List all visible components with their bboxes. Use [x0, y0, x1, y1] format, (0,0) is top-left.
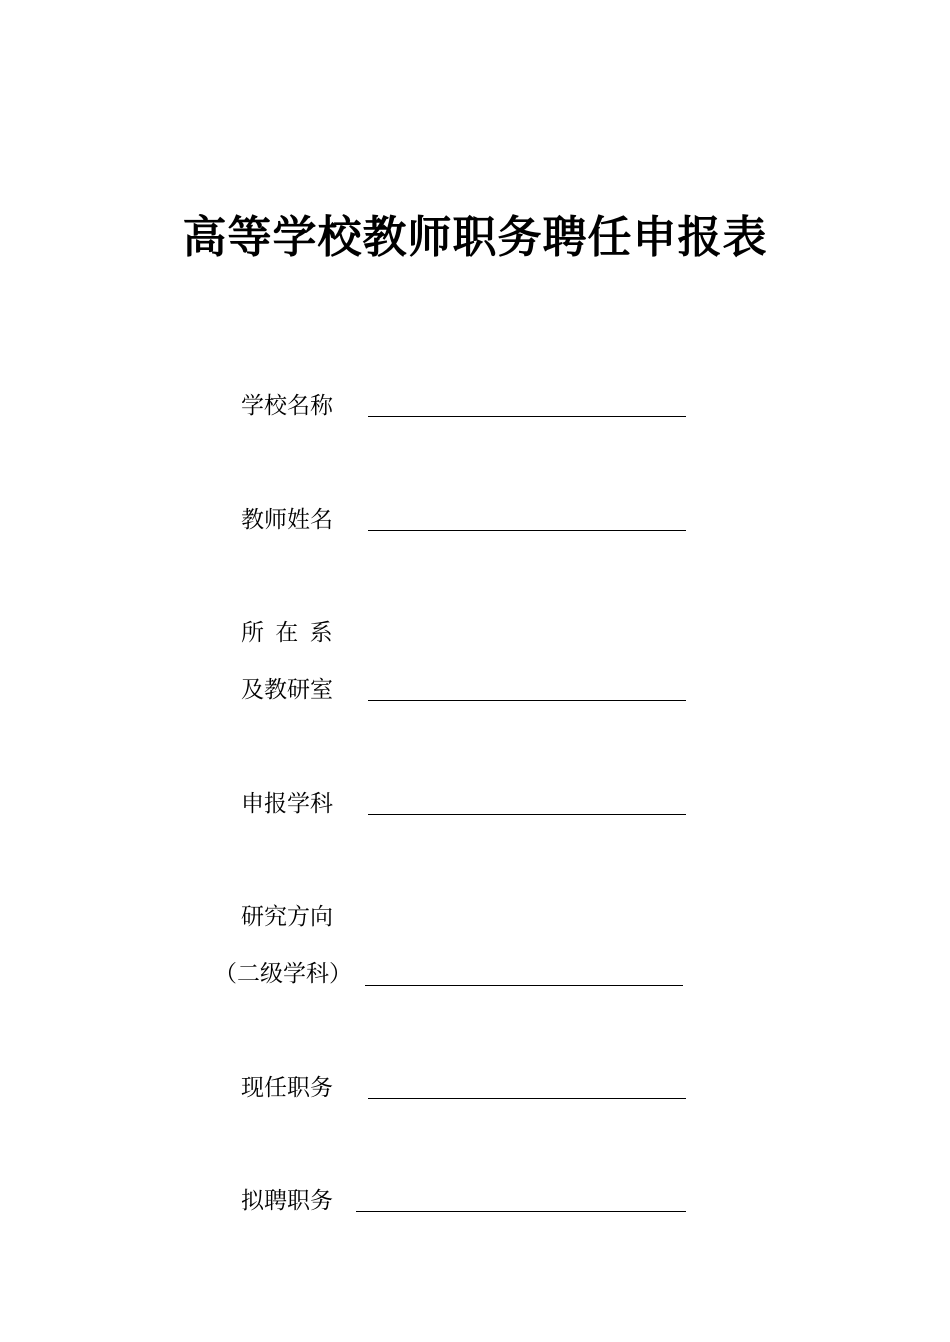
teacher-name-field[interactable] [368, 530, 686, 531]
research-direction-label-line2: （二级学科） [214, 961, 352, 987]
teacher-name-label: 教师姓名 [241, 507, 333, 533]
proposed-position-field[interactable] [356, 1211, 686, 1212]
school-name-label: 学校名称 [241, 393, 333, 419]
current-position-label: 现任职务 [241, 1075, 333, 1101]
subject-label: 申报学科 [241, 791, 333, 817]
proposed-position-label: 拟聘职务 [241, 1188, 333, 1214]
page-title: 高等学校教师职务聘任申报表 [182, 212, 768, 263]
department-field[interactable] [368, 700, 686, 701]
subject-field[interactable] [368, 814, 686, 815]
current-position-field[interactable] [368, 1098, 686, 1099]
school-name-field[interactable] [368, 416, 686, 417]
research-direction-field[interactable] [365, 985, 683, 986]
research-direction-label-line1: 研究方向 [241, 904, 333, 930]
department-label-line2: 及教研室 [241, 677, 333, 703]
department-label-line1: 所 在 系 [241, 620, 335, 646]
